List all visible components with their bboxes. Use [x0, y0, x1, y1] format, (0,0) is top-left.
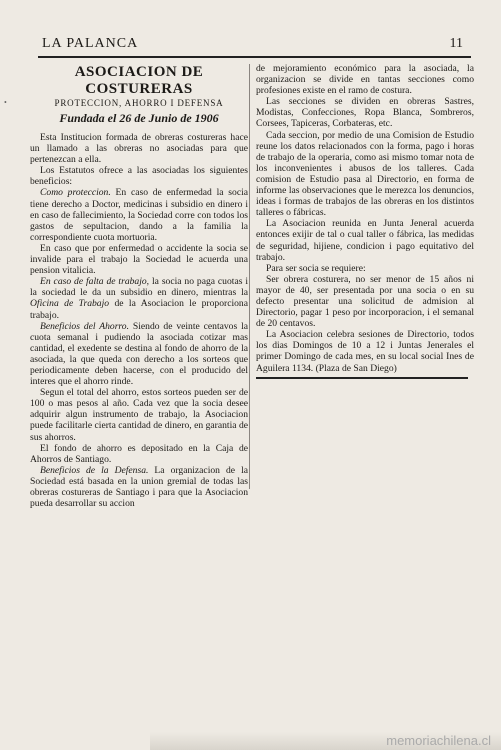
paragraph: La Asociacion celebra sesiones de Directorio, todos los dias Domingos de 10 a 12 i Juntas Jenerales el primer Domingo de cada mes, en su local social Ines de Aguilera 1134. (Plaza de San Diego)	[256, 329, 474, 374]
paragraph: Beneficios de la Defensa. La organizacion de la Sociedad está basada en la union gremial de todas las obreras costureras de Santiago i para que la Asociacion pueda desarrollar su accion	[30, 464, 248, 510]
paragraph: La Asociacion reunida en Junta Jeneral acuerda entonces exijir de tal o cual taller o fábrica, las medidas de seguridad, hijiene, condicion i pago equitativo del trabajo.	[256, 218, 474, 263]
paragraph: En caso de falta de trabajo, la socia no paga cuotas i la sociedad le da un subsidio en dinero, mientras la Oficina de Trabajo de la Asociacion le proporciona trabajo.	[30, 276, 248, 321]
watermark: memoriachilena.cl	[386, 733, 491, 748]
paragraph: Como proteccion. En caso de enfermedad la socia tiene derecho a Doctor, medicinas i subsidio en dinero i en caso de fallecimiento, la Sociedad corre con todos los gastos de sepultacion, dando a la familia la correspondiente cuota mortuoria.	[30, 187, 249, 243]
founding-date: Fundada el 26 de Junio de 1906	[59, 111, 219, 125]
page-number: 11	[449, 36, 463, 51]
paragraph: El fondo de ahorro es depositado en la Caja de Ahorros de Santiago.	[30, 442, 248, 465]
article-title: ASOCIACION DE COSTURERAS	[74, 64, 204, 97]
end-rule	[256, 377, 468, 379]
paragraph: Segun el total del ahorro, estos sorteos pueden ser de 100 o mas pesos al año. Cada vez que la socia desee adquirir algun instrumento de trabajo, la Asociacion puede facilitarle cierta cantidad de dinero, en garantia de sus ahorros.	[30, 387, 248, 443]
paragraph: Los Estatutos ofrece a las asociadas los siguientes beneficios:	[30, 165, 248, 188]
paragraph: Ser obrera costurera, no ser menor de 15 años ni mayor de 40, ser presentada por una socia o en su defecto presentar una solicitud de admision al Directorio, pagar 1 peso por incorporacion, i el semanal de 20 centavos.	[256, 273, 474, 330]
paragraph: Las secciones se dividen en obreras Sastres, Modistas, Confecciones, Ropa Blanca, Sombreros, Corsees, Tapiceras, Corbateras, etc.	[256, 96, 474, 130]
paragraph: Cada seccion, por medio de una Comision de Estudio reune los datos relacionados con la forma, pago i horas de trabajo de la operaria, como asi mismo tomar nota de los inconvenientes i abusos de los talleres. Cada comision de Estudio pasa al Directorio, en forma de informe las observaciones que le merezca los denuncios, ideas i formas de trabajos de las obreras en los distintos talleres o fábricas.	[256, 129, 474, 219]
column-divider	[249, 64, 250, 489]
paragraph: de mejoramiento económico para la asociada, la organizacion se divide en tantas secciones como profesiones existe en el ramo de costura.	[256, 63, 474, 97]
paragraph: Beneficios del Ahorro. Siendo de veinte centavos la cuota semanal i pudiendo la asociada cotizar mas cantidad, el exedente se destina al fondo de ahorro de la asociada, la que queda con derecho a los sorteos que periodicamente deben hacerse, con el producido del interes que el ahorro rinde.	[30, 320, 248, 388]
paragraph: Esta Institucion formada de obreras costureras hace un llamado a las obreras no asociadas para que pertenezcan a ella.	[30, 132, 248, 166]
journal-title: LA PALANCA	[42, 36, 139, 51]
paragraph: En caso que por enfermedad o accidente la socia se invalide para el trabajo la Sociedad le acuerda una pension vitalicia.	[30, 242, 248, 277]
header-rule	[38, 56, 471, 58]
page-header	[30, 36, 471, 54]
margin-mark: •	[4, 98, 7, 107]
right-column	[256, 63, 474, 379]
paragraph: Para ser socia se requiere:	[266, 262, 366, 274]
article-subtitle: PROTECCION, AHORRO I DEFENSA	[54, 98, 224, 108]
left-column	[30, 63, 248, 509]
